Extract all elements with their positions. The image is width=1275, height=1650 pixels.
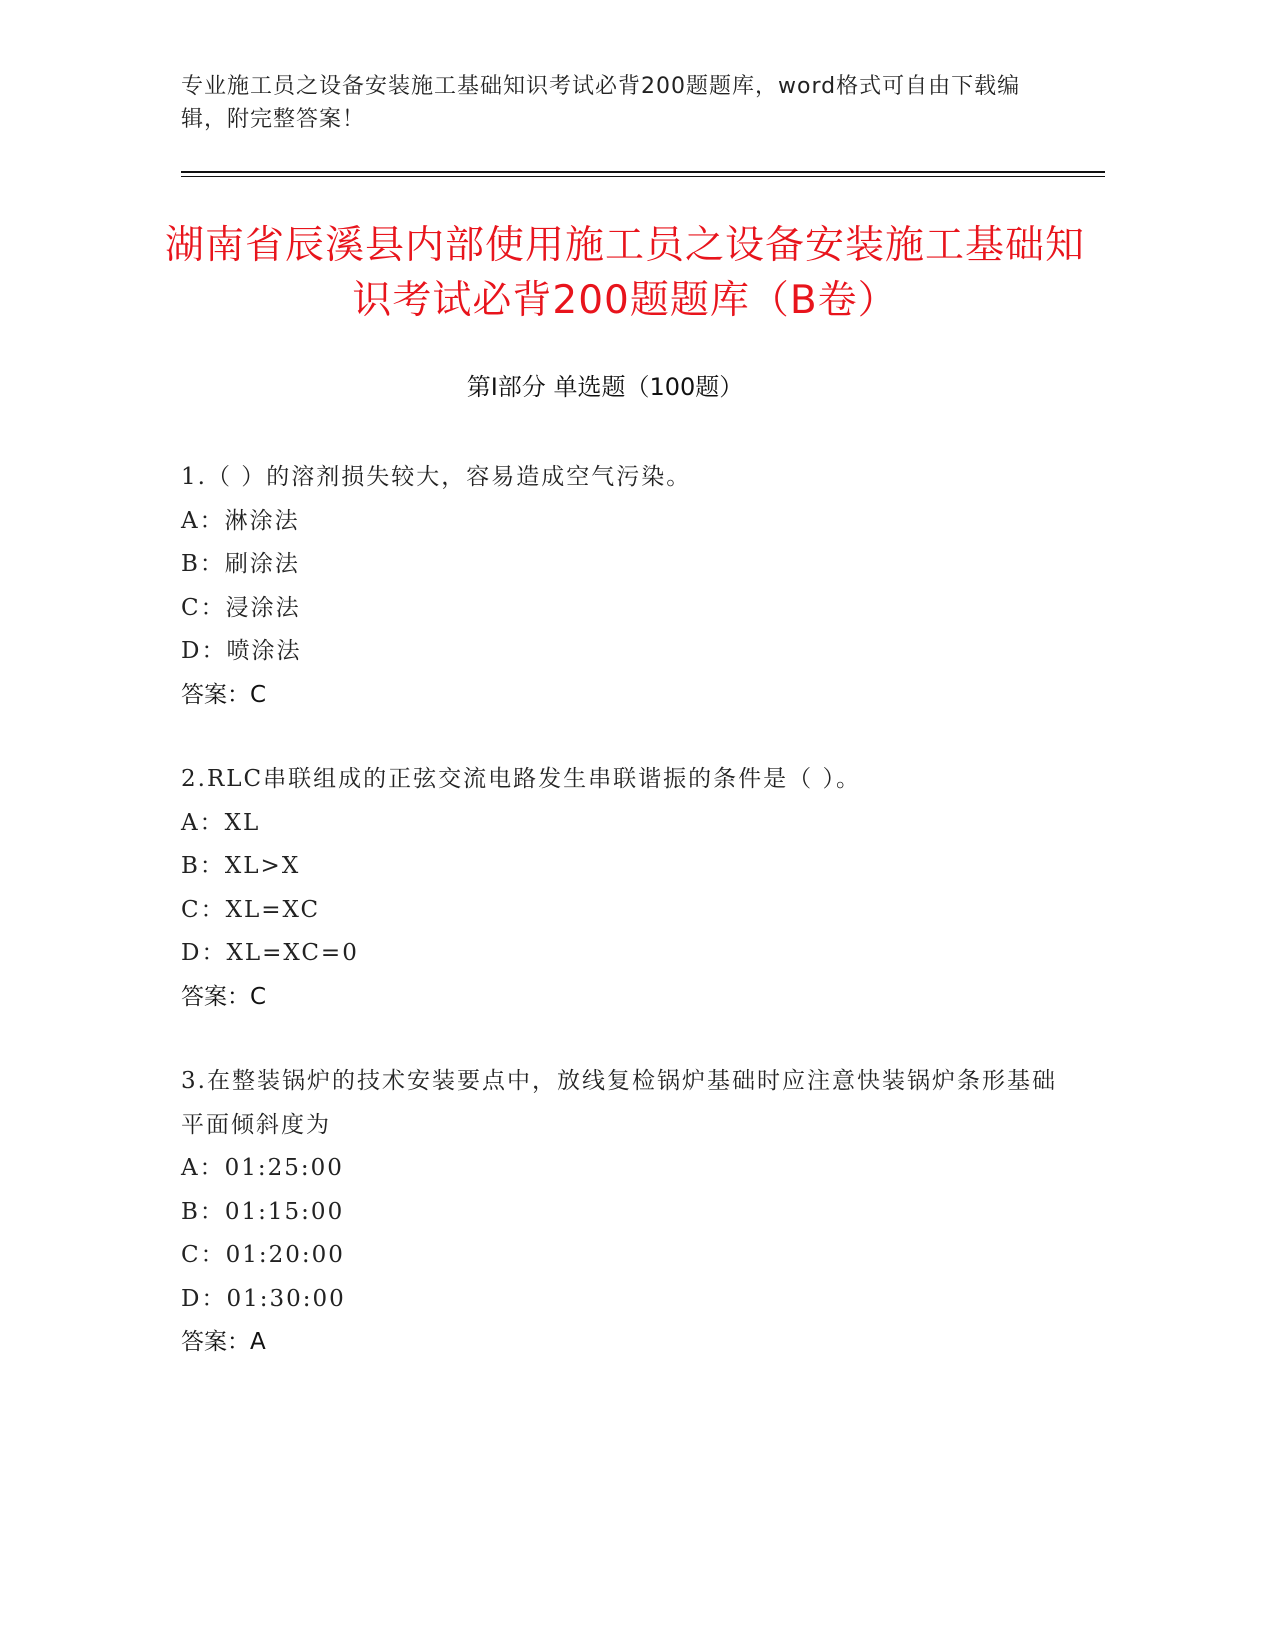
option-c: C：01:20:00 — [181, 1242, 345, 1268]
question-1 — [181, 456, 1081, 717]
option-b: B：刷涂法 — [181, 551, 300, 577]
question-list — [181, 456, 1081, 1406]
option-a: A：XL — [181, 809, 261, 836]
option-a: A：01:25:00 — [181, 1155, 344, 1181]
option-b: B：01:15:00 — [181, 1198, 345, 1225]
document-title: 湖南省辰溪县内部使用施工员之设备安装施工基础知识考试必背200题题库（B卷） — [164, 223, 1085, 323]
header-divider-thin — [181, 176, 1105, 177]
option-d: D：喷涂法 — [181, 638, 302, 664]
answer-line: 答案：A — [181, 1329, 266, 1355]
answer-line: 答案：C — [181, 681, 267, 708]
option-b: B：XL>X — [181, 853, 301, 879]
header-note: 专业施工员之设备安装施工基础知识考试必背200题题库，word格式可自由下载编辑，附完整答案！ — [181, 74, 1021, 132]
option-c: C：浸涂法 — [181, 594, 301, 621]
answer-line: 答案：C — [181, 983, 267, 1010]
question-text: 3.在整装锅炉的技术安装要点中，放线复检锅炉基础时应注意快装锅炉条形基础平面倾斜度为 — [181, 1068, 1057, 1138]
section-title: 第Ⅰ部分 单选题（100题） — [466, 373, 744, 401]
option-c: C：XL=XC — [181, 896, 321, 923]
question-3 — [181, 1060, 1081, 1365]
question-text: 2.RLC串联组成的正弦交流电路发生串联谐振的条件是（ ）。 — [181, 766, 861, 792]
header-divider-thick — [181, 171, 1105, 173]
question-text: 1.（ ）的溶剂损失较大，容易造成空气污染。 — [181, 464, 692, 490]
option-d: D：01:30:00 — [181, 1285, 346, 1312]
option-d: D：XL=XC=0 — [181, 940, 359, 966]
question-2 — [181, 758, 1081, 1019]
option-a: A：淋涂法 — [181, 507, 300, 534]
